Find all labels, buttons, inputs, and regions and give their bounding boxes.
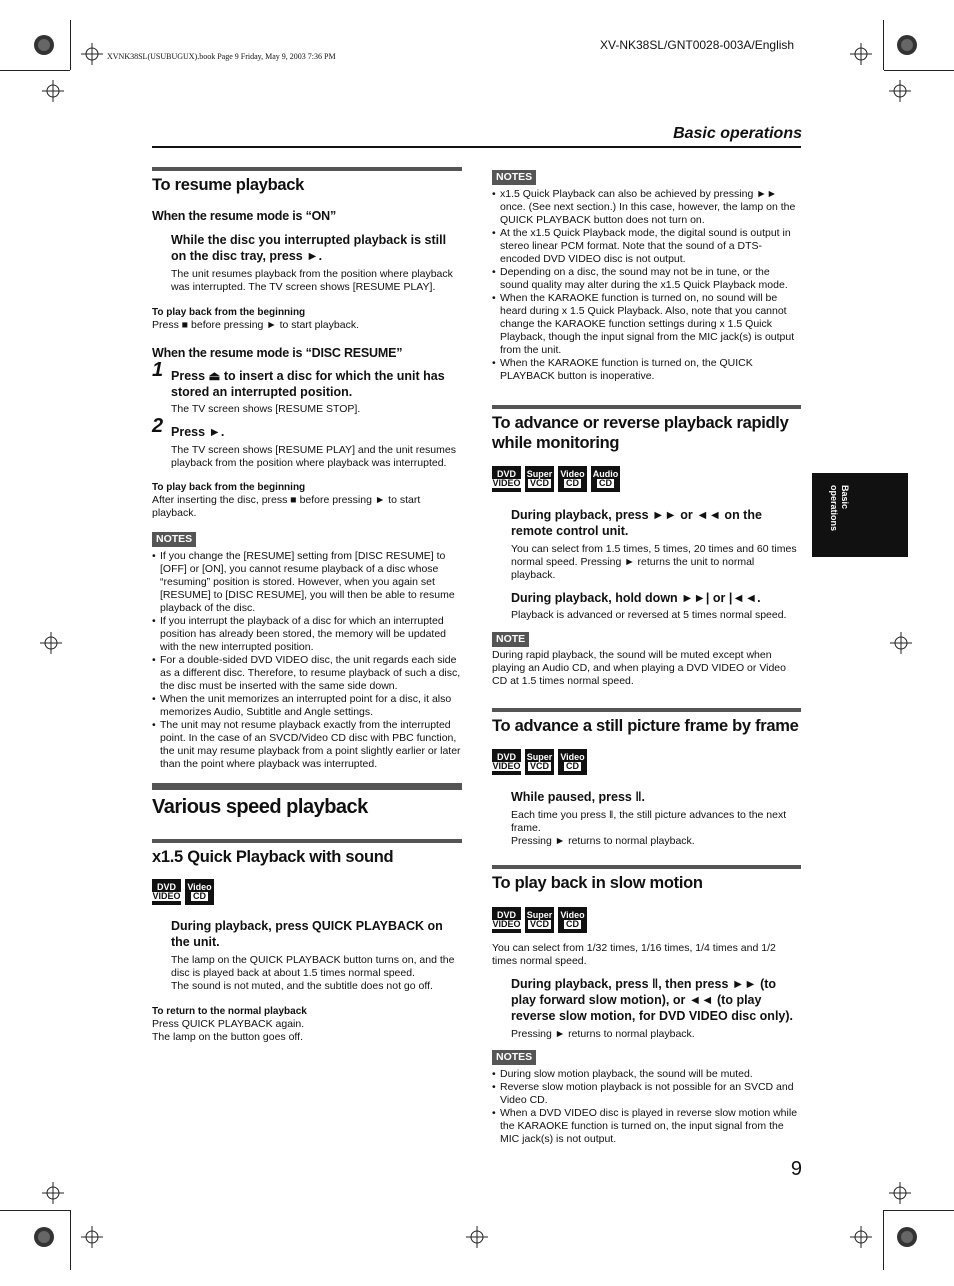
note-item: • For a double-sided DVD VIDEO disc, the unit regards each side as a different disc. Therefore, to resume playback of such a disc, the disc must be inserted with the same side down. — [152, 654, 462, 693]
note-item: • Reverse slow motion playback is not possible for an SVCD and Video CD. — [492, 1081, 801, 1107]
disc-icons — [152, 879, 462, 905]
slow-title: To play back in slow motion — [492, 865, 801, 893]
begin-text: After inserting the disc, press ■ before pressing ► to start playback. — [152, 494, 421, 519]
quick-step-block — [152, 918, 462, 993]
begin-heading: To play back from the beginning — [152, 482, 306, 493]
crosshair-icon — [40, 632, 62, 654]
video-cd-icon: Video CD — [558, 907, 587, 933]
disc-resume-heading: When the resume mode is “DISC RESUME” — [152, 346, 403, 360]
resume-on-block — [152, 232, 462, 294]
disc-icons — [492, 907, 801, 933]
note-item: • If you change the [RESUME] setting from [DISC RESUME] to [OFF] or [ON], you cannot resume playback of a disc whose “resuming” position is stored. However, when you again set [RESUME] to [DISC RESUME], you will then be able to resume playback of the disc. — [152, 550, 462, 615]
notes-label: NOTES — [152, 532, 196, 547]
return-heading: To return to the normal playback — [152, 1006, 307, 1017]
step-1-desc: The TV screen shows [RESUME STOP]. — [171, 403, 361, 415]
begin-heading: To play back from the beginning — [152, 307, 306, 318]
slow-block — [492, 976, 801, 1041]
dvd-video-icon: DVD VIDEO — [492, 907, 521, 933]
quick-step: During playback, press QUICK PLAYBACK on the unit. — [171, 919, 443, 949]
slow-desc: Pressing ► returns to normal playback. — [511, 1028, 695, 1040]
various-speed-section — [152, 783, 462, 1044]
frame-desc-2: Pressing ► returns to normal playback. — [511, 835, 695, 847]
registration-mark-icon — [33, 1226, 55, 1248]
note-item: • The unit may not resume playback exactly from the interrupted point. In the case of an SVCD/Video CD disc with PBC function, the unit may resume playback from a point slightly earlier or later than the point where playback was interrupted. — [152, 719, 462, 771]
note-item: • At the x1.5 Quick Playback mode, the digital sound is output in stereo linear PCM format. Note that the sound of a DTS-encoded DVD VIDEO disc is not output. — [492, 227, 801, 266]
step-1-text: Press ⏏ to insert a disc for which the unit has stored an interrupted position. — [171, 369, 445, 399]
right-column — [492, 170, 801, 1146]
slow-notes — [492, 1068, 801, 1146]
crosshair-icon — [890, 632, 912, 654]
left-column — [152, 167, 462, 771]
note-item: • When the KARAOKE function is turned on, no sound will be heard during x 1.5 Quick Playback. Also, note that you cannot change the KARAOKE function settings during x 1.5 Quick Playback, though the input signal from the MIC jack(s) is output from the unit. — [492, 292, 801, 357]
crosshair-icon — [889, 80, 911, 102]
video-cd-icon: Video CD — [185, 879, 214, 905]
note-item: • When the unit memorizes an interrupted point for a disc, it also memorizes Audio, Subtitle and Angle settings. — [152, 693, 462, 719]
slow-step: During playback, press ‖, then press ►► (to play forward slow motion), or ◄◄ (to play reverse slow motion, for DVD VIDEO disc only). — [511, 977, 794, 1023]
crop-mark — [70, 1210, 71, 1270]
crosshair-icon — [850, 43, 872, 65]
crosshair-icon — [850, 1226, 872, 1248]
resume-on-heading: When the resume mode is “ON” — [152, 209, 337, 223]
model-number: XV-NK38SL/GNT0028-003A/English — [600, 38, 795, 52]
advance-note: During rapid playback, the sound will be muted except when playing an Audio CD, and when playing a DVD VIDEO or Video CD at 1.5 times normal speed. — [492, 649, 786, 687]
note-item: • If you interrupt the playback of a disc for which an interrupted position has already been stored, the memory will be updated with the new interrupted position. — [152, 615, 462, 654]
note-item: • x1.5 Quick Playback can also be achieved by pressing ►► once. (See next section.) In this case, however, the lamp on the QUICK PLAYBACK button does not turn on. — [492, 188, 801, 227]
video-cd-icon: Video CD — [558, 749, 587, 775]
crosshair-icon — [466, 1226, 488, 1248]
section-heading: Basic operations — [673, 125, 802, 142]
dvd-video-icon: DVD VIDEO — [152, 879, 181, 905]
crosshair-icon — [81, 1226, 103, 1248]
video-cd-icon: Video CD — [558, 466, 587, 492]
super-vcd-icon: Super VCD — [525, 907, 554, 933]
crosshair-icon — [42, 1182, 64, 1204]
step-2-text: Press ►. — [171, 425, 225, 439]
crop-mark — [0, 70, 70, 71]
note-label: NOTE — [492, 632, 529, 647]
disc-icons — [492, 749, 801, 775]
step-2-desc: The TV screen shows [RESUME PLAY] and the unit resumes playback from the position where playback was interrupted. — [171, 444, 456, 469]
advance-step-1: During playback, press ►► or ◄◄ on the remote control unit. — [511, 508, 762, 538]
header-rule — [152, 146, 801, 148]
disc-icons — [492, 466, 801, 492]
frame-title: To advance a still picture frame by frame — [492, 708, 801, 736]
various-speed-title: Various speed playback — [152, 783, 462, 820]
notes-label: NOTES — [492, 170, 536, 185]
quick-desc: The lamp on the QUICK PLAYBACK button turns on, and the disc is played back at about 1.5 times normal speed. — [171, 954, 455, 979]
frame-step: While paused, press ‖. — [511, 790, 646, 804]
step-number: 2 — [152, 415, 164, 437]
resume-on-step: While the disc you interrupted playback is still on the disc tray, press ►. — [171, 233, 447, 263]
crosshair-icon — [42, 80, 64, 102]
note-item: • When a DVD VIDEO disc is played in reverse slow motion while the KARAOKE function is turned on, the input signal from the MIC jack(s) is not output. — [492, 1107, 801, 1146]
advance-desc-1: You can select from 1.5 times, 5 times, 20 times and 60 times normal speed. Pressing ► returns the unit to normal playback. — [511, 543, 797, 581]
return-text: Press QUICK PLAYBACK again. — [152, 1018, 305, 1030]
dvd-video-icon: DVD VIDEO — [492, 749, 521, 775]
registration-mark-icon — [896, 1226, 918, 1248]
step-1 — [152, 359, 462, 416]
registration-mark-icon — [896, 34, 918, 56]
print-slug: XVNK38SL(USUBUGUX).book Page 9 Friday, May 9, 2003 7:36 PM — [107, 52, 336, 61]
resume-notes — [152, 550, 462, 771]
page-number: 9 — [790, 1158, 802, 1180]
quick-notes — [492, 188, 801, 383]
quick-playback-title: x1.5 Quick Playback with sound — [152, 839, 462, 867]
slow-intro: You can select from 1/32 times, 1/16 times, 1/4 times and 1/2 times normal speed. — [492, 942, 776, 967]
frame-block — [492, 789, 801, 848]
note-item: • When the KARAOKE function is turned on, the QUICK PLAYBACK button is inoperative. — [492, 357, 801, 383]
advance-desc-2: Playback is advanced or reversed at 5 times normal speed. — [511, 609, 787, 621]
resume-title: To resume playback — [152, 167, 462, 195]
notes-label: NOTES — [492, 1050, 536, 1065]
crop-mark — [883, 20, 884, 70]
quick-desc-2: The sound is not muted, and the subtitle does not go off. — [171, 980, 433, 992]
audio-cd-icon: Audio CD — [591, 466, 620, 492]
crop-mark — [884, 70, 954, 71]
crop-mark — [884, 1210, 954, 1211]
frame-desc: Each time you press ‖, the still picture advances to the next frame. — [511, 809, 787, 834]
resume-on-desc: The unit resumes playback from the position where playback was interrupted. The TV screen shows [RESUME PLAY]. — [171, 268, 453, 293]
advance-title: To advance or reverse playback rapidly while monitoring — [492, 405, 801, 453]
crosshair-icon — [81, 43, 103, 65]
registration-mark-icon — [33, 34, 55, 56]
step-number: 1 — [152, 359, 164, 381]
side-tab-label: Basic operations — [829, 485, 850, 532]
note-item: • During slow motion playback, the sound will be muted. — [492, 1068, 801, 1081]
super-vcd-icon: Super VCD — [525, 466, 554, 492]
super-vcd-icon: Super VCD — [525, 749, 554, 775]
side-tab — [812, 473, 908, 557]
advance-step-2: During playback, hold down ►►| or |◄◄. — [511, 591, 761, 605]
step-2 — [152, 415, 462, 470]
dvd-video-icon: DVD VIDEO — [492, 466, 521, 492]
crop-mark — [70, 20, 71, 70]
return-text-2: The lamp on the button goes off. — [152, 1031, 303, 1043]
crop-mark — [0, 1210, 70, 1211]
begin-text: Press ■ before pressing ► to start playback. — [152, 319, 359, 331]
crosshair-icon — [889, 1182, 911, 1204]
note-item: • Depending on a disc, the sound may not be in tune, or the sound quality may alter during the x1.5 Quick Playback mode. — [492, 266, 801, 292]
crop-mark — [883, 1210, 884, 1270]
advance-block — [492, 507, 801, 622]
